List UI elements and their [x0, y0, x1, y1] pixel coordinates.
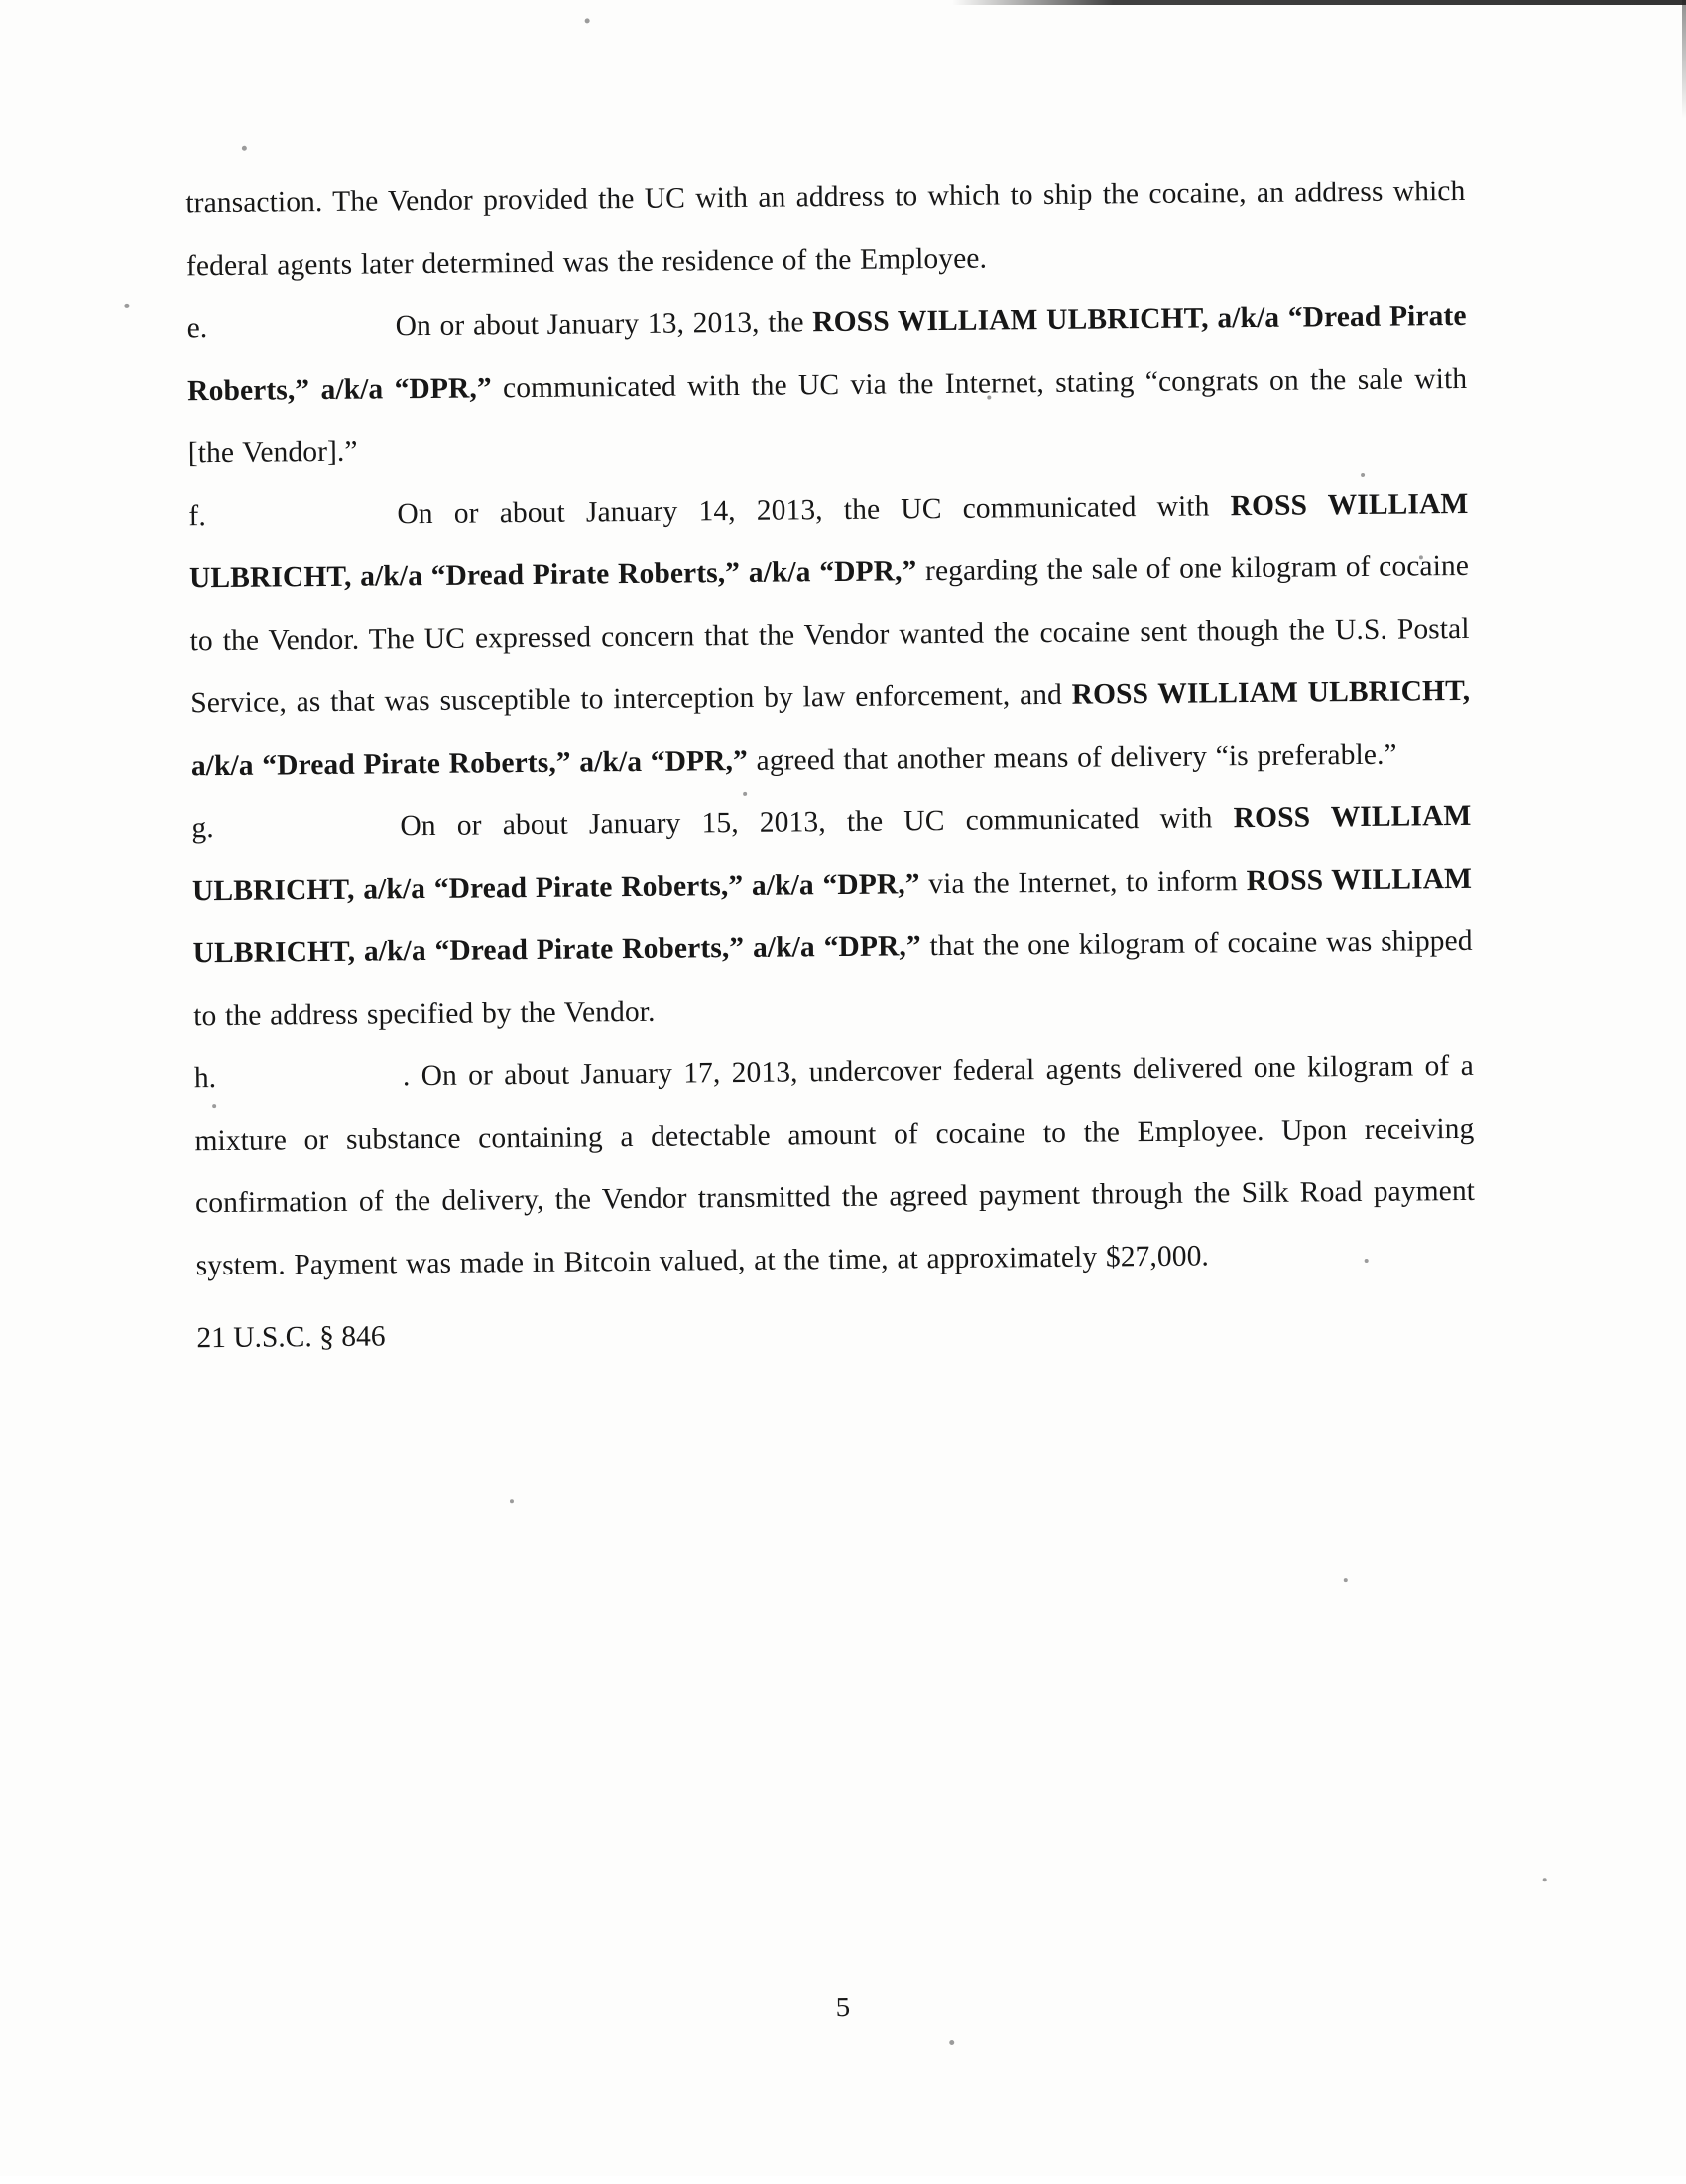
emphasized-text: ROSS WILLIAM ULBRICHT, a/k/a “Dread Pirate Roberts,” a/k/a “DPR,” — [192, 862, 1473, 970]
body-text: that the one kilogram of cocaine was shipped to the address specified by the Vendor. — [193, 924, 1473, 1032]
body-text: . On or about January 17, 2013, undercover federal agents delivered one kilogram of a mixture or substance containing a detectable amount of cocaine to the Employee. Upon receiving confirmation of the delivery, the Vendor transmitted the agreed payment through the Silk Road payment system. Payment was made in Bitcoin valued, at the time, at approximately $27,000. — [194, 1049, 1476, 1282]
paragraph-label: f. — [188, 500, 206, 533]
scan-edge-artifact-right — [1682, 0, 1686, 119]
paragraph-label: g. — [191, 812, 214, 845]
body-text: On or about January 14, 2013, the UC communicated with — [397, 490, 1231, 531]
statute-citation: 21 U.S.C. § 846 — [196, 1320, 386, 1355]
document-text-block — [185, 161, 1477, 2024]
scan-speck — [585, 18, 590, 23]
body-text: via the Internet, to inform — [919, 865, 1247, 901]
body-text: On or about January 13, 2013, the — [395, 306, 813, 343]
paragraph-label: h. — [193, 1062, 217, 1095]
emphasized-text: ROSS WILLIAM ULBRICHT, a/k/a “Dread Pirate Roberts,” a/k/a “DPR,” — [190, 674, 1471, 783]
scan-speck — [124, 304, 129, 308]
emphasized-text: ROSS WILLIAM ULBRICHT, a/k/a “Dread Pirate Roberts,” a/k/a “DPR,” — [191, 799, 1472, 908]
numbered-paragraph — [194, 1035, 1476, 1297]
body-text: agreed that another means of delivery “is preferable.” — [747, 738, 1397, 777]
scan-speck — [949, 2040, 954, 2045]
body-text: communicated with the UC via the Internet, stating “congrats on the sale with [the Vendor].” — [187, 362, 1468, 470]
continuation-paragraph — [185, 161, 1466, 298]
numbered-paragraph — [186, 286, 1468, 485]
scan-speck — [1344, 1578, 1348, 1582]
body-text: regarding the sale of one kilogram of cocaine to the Vendor. The UC expressed concern that the Vendor wanted the cocaine sent though the U.S. Postal Service, as that was susceptible to interception by law enforcement, and — [189, 549, 1470, 720]
scan-speck — [510, 1499, 514, 1503]
page-number: 5 — [835, 1991, 851, 2024]
body-text: On or about January 15, 2013, the UC communicated with — [400, 802, 1234, 843]
emphasized-text: ROSS WILLIAM ULBRICHT, a/k/a “Dread Pirate Roberts,” a/k/a “DPR,” — [188, 487, 1469, 595]
scan-speck — [242, 146, 247, 151]
scan-speck — [1543, 1878, 1547, 1881]
numbered-paragraph — [191, 786, 1473, 1047]
emphasized-text: ROSS WILLIAM ULBRICHT, a/k/a “Dread Pirate Roberts,” a/k/a “DPR,” — [187, 300, 1467, 408]
numbered-paragraph — [188, 473, 1471, 797]
paragraph-list — [185, 161, 1476, 1297]
body-text: transaction. The Vendor provided the UC with an address to which to ship the cocaine, an address which federal agents later determined was the residence of the Employee. — [185, 175, 1466, 283]
paragraph-label: e. — [186, 312, 208, 345]
